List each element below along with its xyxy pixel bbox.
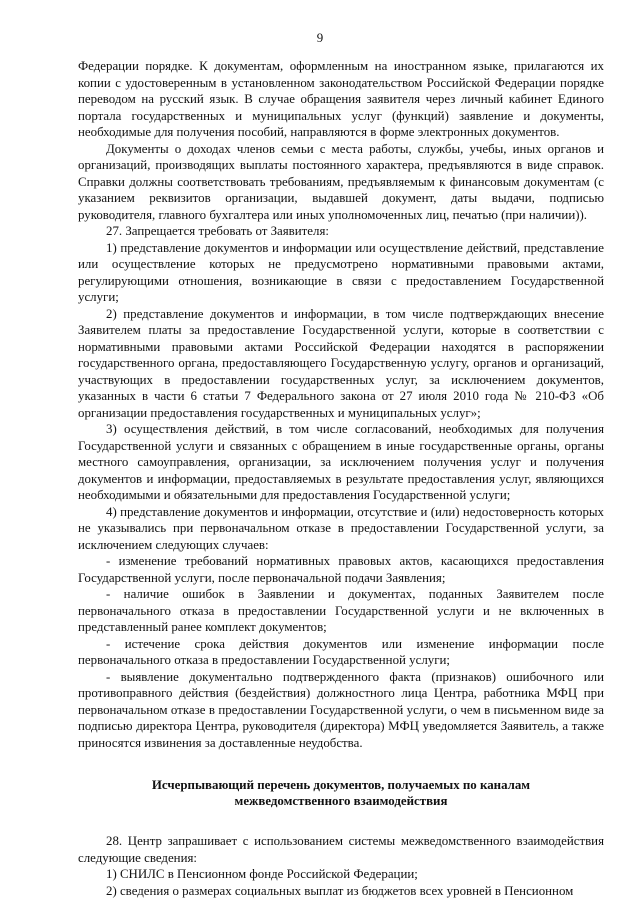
paragraph: 3) осуществления действий, в том числе согласований, необходимых для получения Государственной услуги и связанных с обращением в иные государственные органы, органы местного самоуправления, организации, за исключением получения услуг и получения документов и информации, предоставляемых в результате предоставления услуг, являющихся необходимыми и обязательными для предоставления Государственной услуги;	[78, 422, 604, 502]
paragraph: 1) представление документов и информации или осуществление действий, представление или осуществление которых не предусмотрено нормативными правовыми актами, регулирующими отношения, возникающие в связи с предоставлением Государственной услуги;	[78, 240, 604, 304]
paragraph: 1) СНИЛС в Пенсионном фонде Российской Федерации;	[106, 867, 418, 881]
paragraph: - наличие ошибок в Заявлении и документах, поданных Заявителем после первоначального отказа в предоставлении Государственной услуги и не включенных в представленный ранее комплект документов;	[78, 587, 604, 634]
paragraphs-before-heading	[78, 58, 604, 751]
paragraph: 28. Центр запрашивает с использованием системы межведомственного взаимодействия следующие сведения:	[78, 834, 604, 865]
paragraph: Документы о доходах членов семьи с места работы, службы, учебы, иных органов и организаций, производящих выплаты постоянного характера, предъявляются в виде справок. Справки должны соответствовать требованиям, предъявляемым к финансовым документам (с указанием реквизитов организации, выдавшей документ, даты выдачи, подписью руководителя, главного бухгалтера или иных уполномоченных лиц, печатью (при наличии)).	[78, 141, 604, 222]
paragraph: - истечение срока действия документов или изменение информации после первоначального отказа в предоставлении Государственной услуги;	[78, 636, 604, 667]
paragraph: - выявление документально подтвержденного факта (признаков) ошибочного или противоправного действия (бездействия) должностного лица Центра, работника МФЦ при первоначальном отказе в предоставлении Государственной услуги, о чем в письменном виде за подписью директора Центра, руководителя (директора) МФЦ уведомляется Заявитель, а также приносятся извинения за доставленные неудобства.	[78, 669, 604, 750]
paragraph: 27. Запрещается требовать от Заявителя:	[106, 224, 329, 238]
paragraph: Федерации порядке. К документам, оформленным на иностранном языке, прилагаются их копии с удостоверенным в установленном законодательством Российской Федерации порядке переводом на русский язык. В случае обращения заявителя через личный кабинет Единого портала государственных и муниципальных услуг (функций) заявление и документы, необходимые для получения пособий, направляются в форме электронных документов.	[78, 59, 604, 139]
section-heading: Исчерпывающий перечень документов, получаемых по каналам межведомственного взаимодействия	[151, 778, 531, 808]
paragraph: 4) представление документов и информации, отсутствие и (или) недостоверность которых не указывались при первоначальном отказе в предоставлении Государственной услуги, за исключением следующих случаев:	[78, 504, 604, 552]
paragraph: 2) представление документов и информации, в том числе подтверждающих внесение Заявителем платы за предоставление Государственной услуги, которые в соответствии с нормативными правовыми актами Российской Федерации находятся в распоряжении государственного органа, предоставляющего Государственную услугу, органов и организаций, участвующих в предоставлении государственных услуг, за исключением документов, указанных в части 6 статьи 7 Федерального закона от 27 июля 2010 года № 210-ФЗ «Об организации предоставления государственных и муниципальных услуг»;	[78, 306, 604, 420]
page-number: 9	[316, 31, 324, 45]
paragraph: 2) сведения о размерах социальных выплат из бюджетов всех уровней в Пенсионном	[106, 883, 574, 898]
document-body	[78, 58, 604, 899]
paragraph: - изменение требований нормативных правовых актов, касающихся предоставления Государственной услуги, после первоначальной подачи Заявления;	[78, 554, 604, 585]
paragraphs-after-heading	[78, 833, 604, 899]
